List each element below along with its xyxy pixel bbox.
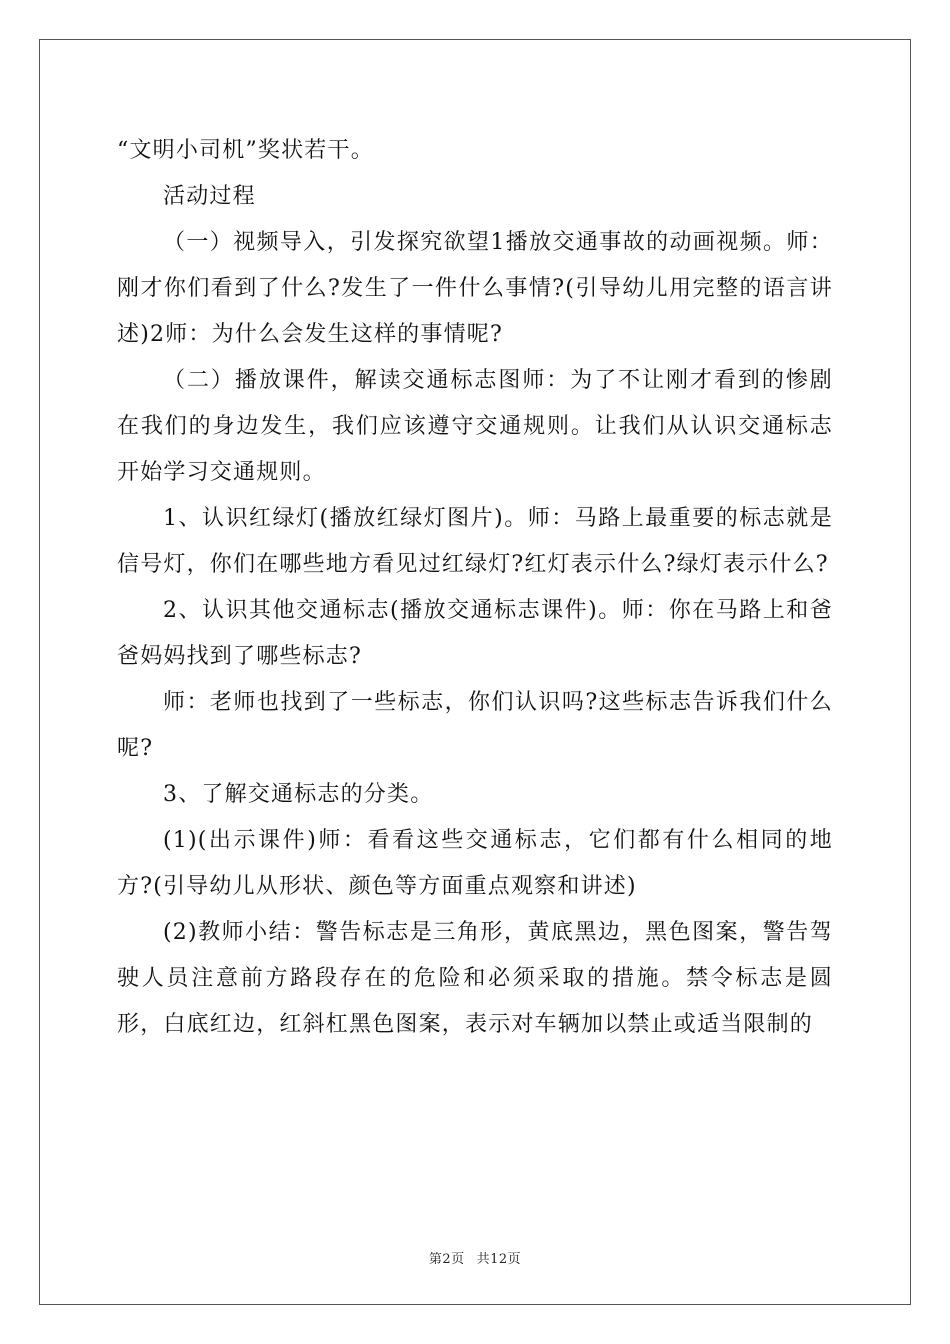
paragraph-step-one: （一）视频导入，引发探究欲望1播放交通事故的动画视频。师：刚才你们看到了什么?发生了一件什么事情?(引导幼儿用完整的语言讲述)2师：为什么会发生这样的事情呢? bbox=[117, 230, 833, 347]
paragraph-traffic-lights: 1、认识红绿灯(播放红绿灯图片)。师：马路上最重要的标志就是信号灯，你们在哪些地方看见过红绿灯?红灯表示什么?绿灯表示什么? bbox=[117, 506, 833, 577]
paragraph-other-signs: 2、认识其他交通标志(播放交通标志课件)。师：你在马路上和爸爸妈妈找到了哪些标志? bbox=[117, 598, 833, 669]
page-number: 第2页 bbox=[428, 1252, 465, 1267]
paragraph-teacher-question: 师：老师也找到了一些标志，你们认识吗?这些标志告诉我们什么呢? bbox=[117, 690, 833, 761]
paragraph-materials: “文明小司机”奖状若干。 bbox=[117, 138, 374, 163]
page-total: 共12页 bbox=[476, 1252, 522, 1267]
paragraph-heading-process: 活动过程 bbox=[163, 184, 256, 209]
paragraph-step-two: （二）播放课件，解读交通标志图师：为了不让刚才看到的惨剧在我们的身边发生，我们应该遵守交通规则。让我们从认识交通标志开始学习交通规则。 bbox=[117, 368, 833, 485]
paragraph-teacher-summary: (2)教师小结：警告标志是三角形，黄底黑边，黑色图案，警告驾驶人员注意前方路段存在的危险和必须采取的措施。禁令标志是圆形，白底红边，红斜杠黑色图案，表示对车辆加以禁止或适当限制的 bbox=[117, 920, 833, 1037]
paragraph-sign-classification: 3、了解交通标志的分类。 bbox=[163, 782, 434, 807]
document-body bbox=[117, 128, 833, 1048]
paragraph-observe-signs: (1)(出示课件)师：看看这些交通标志，它们都有什么相同的地方?(引导幼儿从形状、颜色等方面重点观察和讲述) bbox=[117, 828, 833, 899]
page-footer bbox=[0, 1248, 950, 1267]
